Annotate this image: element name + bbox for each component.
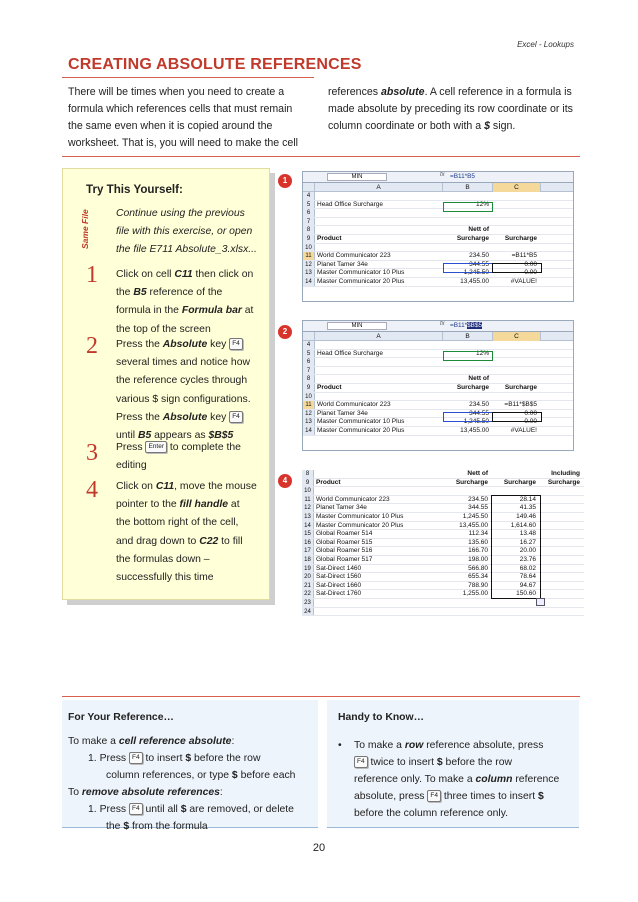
table-row: [303, 201, 573, 210]
row-number: 14: [303, 427, 315, 435]
table-cell: Global Roamer 516: [316, 547, 373, 555]
table-row: [303, 244, 573, 253]
handy-heading: Handy to Know…: [338, 712, 425, 723]
table-cell: World Communicator 223: [317, 252, 391, 260]
step-4-text: Click on C11, move the mouse pointer to the fill handle at the bottom right of the cell, and drag down to C22 to fill the formulas down – successfully this time: [116, 481, 257, 584]
column-header: C: [493, 332, 541, 341]
table-cell: Nett of: [467, 470, 488, 477]
row-number: 19: [302, 565, 314, 573]
table-cell: [317, 192, 443, 200]
table-cell: [542, 573, 582, 581]
table-cell: 1,614.60: [510, 521, 536, 529]
table-cell: Global Roamer 515: [316, 538, 373, 546]
formula-value: =B11*B5: [450, 173, 475, 180]
b5-highlight: [443, 351, 493, 361]
row-number: 10: [303, 244, 315, 252]
table-cell: Sat-Direct 1460: [316, 564, 362, 572]
table-cell: Surcharge: [456, 383, 489, 391]
select-all-corner: [303, 332, 315, 341]
spreadsheet-screenshot-2: [302, 320, 574, 451]
reference-text: To make a cell reference absolute: 1. Press F4 to insert $ before the row column references, or type $ before each To remove absolute references: 1. Press F4 until all $ are removed, or delete the $ from the formula: [68, 736, 296, 832]
table-cell: Master Communicator 20 Plus: [317, 277, 405, 285]
table-cell: Including: [551, 470, 580, 477]
table-cell: 94.67: [519, 581, 536, 589]
table-cell: [317, 209, 443, 217]
table-row: [302, 565, 584, 574]
table-row: [302, 470, 584, 479]
table-row: [303, 401, 573, 410]
step-2-text: Press the Absolute key F4 several times and notice how the reference cycles through various $ sign configurations. Press the Absolute key F4 until B5 appears as $B$5: [116, 339, 251, 442]
table-cell: 1,245.50: [462, 512, 488, 520]
table-row: [302, 547, 584, 556]
table-cell: 566.80: [468, 564, 488, 572]
step-1-text: Click on cell C11 then click on the B5 reference of the formula in the Formula bar at the top of the screen: [116, 269, 254, 335]
reference-heading: For Your Reference…: [68, 712, 174, 723]
table-cell: #VALUE!: [510, 277, 537, 285]
table-cell: 655.34: [468, 573, 488, 581]
intro-line: column coordinate or both with a $ sign.: [328, 120, 516, 132]
table-cell: 13,455.00: [459, 521, 488, 529]
row-number: 8: [303, 226, 315, 234]
f4-key-icon: F4: [427, 790, 441, 802]
row-number: 13: [303, 418, 315, 426]
table-cell: [542, 522, 582, 530]
table-cell: Planet Tamer 34e: [317, 409, 368, 417]
table-cell: [317, 226, 443, 234]
table-cell: Planet Tamer 34e: [317, 260, 368, 268]
try-yourself-heading: Try This Yourself:: [86, 183, 183, 196]
step-number: 2: [86, 333, 98, 359]
row-number: 8: [303, 375, 315, 383]
table-cell: Surcharge: [504, 234, 537, 242]
row-number: 20: [302, 573, 314, 581]
table-cell: [542, 565, 582, 573]
table-cell: [442, 487, 490, 495]
table-cell: Nett of: [468, 226, 489, 234]
table-cell: [316, 487, 442, 495]
table-cell: [317, 341, 443, 349]
table-cell: [542, 547, 582, 555]
table-cell: [492, 608, 538, 616]
running-header: Excel - Lookups: [517, 40, 574, 49]
table-cell: Surcharge: [455, 478, 488, 486]
table-cell: 344.55: [468, 504, 488, 512]
table-row: [303, 393, 573, 402]
row-number: 12: [303, 261, 315, 269]
column-header: B: [443, 332, 493, 341]
table-cell: Sat-Direct 1760: [316, 590, 362, 598]
table-cell: [316, 599, 442, 607]
sheet-rows: [302, 470, 584, 616]
row-number: 12: [303, 410, 315, 418]
table-cell: Surcharge: [547, 478, 580, 486]
table-cell: 344.55: [469, 260, 489, 268]
table-cell: 1,255.00: [462, 590, 488, 598]
table-row: [303, 375, 573, 384]
table-row: [302, 530, 584, 539]
row-number: 11: [303, 401, 315, 409]
row-number: 17: [302, 547, 314, 555]
fx-icon: fx: [440, 321, 445, 327]
table-cell: 23.76: [519, 555, 536, 563]
table-row: [302, 504, 584, 513]
table-row: [303, 218, 573, 227]
formula-bar: [303, 321, 573, 332]
row-number: 6: [303, 358, 315, 366]
b11-highlight: [443, 409, 493, 422]
row-number: 21: [302, 582, 314, 590]
table-row: [303, 341, 573, 350]
table-cell: [317, 244, 443, 252]
column-headers: [303, 332, 573, 341]
name-box: MIN: [327, 173, 387, 181]
f4-key-icon: F4: [129, 803, 143, 815]
row-number: 9: [303, 384, 315, 392]
table-cell: 135.60: [468, 538, 488, 546]
f4-key-icon: F4: [129, 752, 143, 764]
row-number: 10: [302, 487, 314, 495]
enter-key-icon: Enter: [145, 441, 167, 453]
row-number: 11: [303, 252, 315, 260]
table-cell: [542, 487, 582, 495]
row-number: 14: [303, 278, 315, 286]
table-cell: Head Office Surcharge: [317, 349, 383, 357]
intro-line: formula which references cells that must remain: [68, 103, 293, 115]
intro-line: references absolute. A cell reference in a formula is: [328, 86, 572, 98]
table-cell: Sat-Direct 1560: [316, 573, 362, 581]
row-number: 13: [303, 269, 315, 277]
row-number: 12: [302, 504, 314, 512]
row-number: 5: [303, 350, 315, 358]
table-cell: [493, 218, 539, 226]
table-cell: Nett of: [468, 375, 489, 383]
table-cell: Head Office Surcharge: [317, 200, 383, 208]
c11-c22-selection: [491, 495, 541, 599]
table-cell: 234.50: [469, 401, 489, 409]
table-row: [302, 539, 584, 548]
table-cell: 13.48: [519, 530, 536, 538]
table-cell: Surcharge: [456, 234, 489, 242]
table-cell: [443, 244, 491, 252]
section-divider: [62, 156, 580, 157]
table-cell: Product: [317, 383, 342, 391]
table-cell: [542, 599, 582, 607]
table-cell: [316, 608, 442, 616]
table-cell: 198.00: [468, 555, 488, 563]
table-cell: =B11*B5: [511, 252, 537, 260]
table-cell: Master Communicator 10 Plus: [316, 512, 404, 520]
table-cell: 166.70: [468, 547, 488, 555]
table-cell: 112.34: [468, 530, 488, 538]
table-cell: 150.60: [516, 590, 536, 598]
table-cell: [542, 608, 582, 616]
row-number: 22: [302, 590, 314, 598]
formula-bar: [303, 172, 573, 183]
table-cell: [442, 608, 490, 616]
table-cell: [493, 375, 539, 383]
autofill-options-icon: [536, 598, 545, 606]
table-cell: 20.00: [519, 547, 536, 555]
table-cell: [317, 358, 443, 366]
table-cell: 41.35: [519, 504, 536, 512]
table-cell: =B11*$B$5: [504, 401, 537, 409]
table-cell: 16.27: [519, 538, 536, 546]
table-cell: [442, 599, 490, 607]
table-row: [303, 367, 573, 376]
c11-selection: [492, 409, 542, 422]
table-cell: [317, 393, 443, 401]
spreadsheet-screenshot-4: [302, 470, 584, 630]
table-cell: 12%: [475, 349, 489, 357]
step-number: 3: [86, 440, 98, 466]
table-cell: [317, 375, 443, 383]
table-cell: [492, 487, 538, 495]
table-cell: [542, 582, 582, 590]
row-number: 16: [302, 539, 314, 547]
step-number: 1: [86, 262, 98, 288]
table-row: [302, 522, 584, 531]
table-cell: [492, 599, 538, 607]
page-number: 20: [312, 842, 326, 854]
c11-selection: [492, 260, 542, 273]
column-header: A: [315, 183, 443, 192]
table-cell: [443, 393, 491, 401]
column-header: A: [315, 332, 443, 341]
row-number: 7: [303, 367, 315, 375]
table-cell: [492, 470, 538, 478]
row-number: 8: [302, 470, 314, 478]
table-cell: 234.50: [469, 252, 489, 260]
row-number: 18: [302, 556, 314, 564]
table-cell: Global Roamer 517: [316, 555, 373, 563]
callout-badge-2: 2: [278, 325, 292, 339]
intro-line: made absolute by preceding its row coordinate or its: [328, 103, 573, 115]
bullet-icon: •: [338, 740, 342, 751]
select-all-corner: [303, 183, 315, 192]
table-row: [303, 350, 573, 359]
callout-badge-1: 1: [278, 174, 292, 188]
table-cell: [542, 590, 582, 598]
table-cell: #VALUE!: [510, 426, 537, 434]
table-row: [303, 278, 573, 287]
table-cell: Product: [316, 478, 341, 486]
step-number: 4: [86, 477, 98, 503]
table-cell: 0.00: [524, 409, 537, 417]
row-number: 23: [302, 599, 314, 607]
table-cell: [493, 358, 539, 366]
column-header: C: [493, 183, 541, 192]
table-cell: Master Communicator 20 Plus: [317, 426, 405, 434]
table-cell: 0.00: [524, 260, 537, 268]
table-cell: [493, 341, 539, 349]
intro-line: the same even when it is copied around the: [68, 120, 273, 132]
table-cell: Surcharge: [504, 383, 537, 391]
table-cell: [317, 367, 443, 375]
row-number: 24: [302, 608, 314, 616]
table-row: [303, 235, 573, 244]
row-number: 11: [302, 496, 314, 504]
table-cell: [493, 192, 539, 200]
table-cell: [493, 244, 539, 252]
row-number: 4: [303, 341, 315, 349]
row-number: 9: [303, 235, 315, 243]
table-cell: 13,455.00: [460, 277, 489, 285]
table-cell: 344.55: [469, 409, 489, 417]
table-cell: 28.14: [519, 495, 536, 503]
table-cell: Master Communicator 10 Plus: [317, 269, 405, 277]
table-cell: World Communicator 223: [317, 401, 391, 409]
table-cell: 234.50: [468, 495, 488, 503]
row-number: 14: [302, 522, 314, 530]
table-cell: 1,245.50: [463, 269, 489, 277]
table-cell: [316, 470, 442, 478]
table-row: [302, 513, 584, 522]
row-number: 7: [303, 218, 315, 226]
f4-key-icon: F4: [354, 756, 368, 768]
intro-line: There will be times when you need to create a: [68, 86, 285, 98]
row-number: 15: [302, 530, 314, 538]
table-row: [302, 487, 584, 496]
table-cell: Product: [317, 234, 342, 242]
page-title: CREATING ABSOLUTE REFERENCES: [68, 56, 362, 73]
table-cell: [317, 218, 443, 226]
name-box: MIN: [327, 322, 387, 330]
table-cell: 149.46: [516, 512, 536, 520]
table-cell: [493, 350, 539, 358]
table-cell: Sat-Direct 1660: [316, 581, 362, 589]
row-number: 4: [303, 192, 315, 200]
b11-highlight: [443, 260, 493, 273]
title-rule: [62, 77, 314, 78]
table-cell: 788.90: [468, 581, 488, 589]
table-row: [302, 608, 584, 617]
table-cell: [542, 539, 582, 547]
row-number: 6: [303, 209, 315, 217]
table-row: [302, 479, 584, 488]
table-cell: 13,455.00: [460, 426, 489, 434]
table-row: [303, 384, 573, 393]
intro-left: [68, 84, 318, 152]
table-cell: 12%: [475, 200, 489, 208]
table-cell: [542, 513, 582, 521]
callout-badge-4: 4: [278, 474, 292, 488]
row-number: 9: [302, 479, 314, 487]
spreadsheet-screenshot-1: [302, 171, 574, 302]
f4-key-icon: F4: [229, 411, 243, 423]
formula-value: =B11*$B$5: [450, 322, 483, 329]
table-cell: [493, 393, 539, 401]
table-cell: 78.64: [519, 573, 536, 581]
table-cell: [542, 496, 582, 504]
table-cell: 68.02: [519, 564, 536, 572]
intro-right: [328, 84, 588, 135]
table-row: [302, 556, 584, 565]
footer-divider: [62, 696, 580, 697]
row-number: 10: [303, 393, 315, 401]
table-cell: 0.00: [524, 418, 537, 426]
same-file-label: Same File: [80, 209, 90, 249]
f4-key-icon: F4: [229, 338, 243, 350]
table-cell: [443, 367, 491, 375]
table-cell: [443, 192, 491, 200]
step-3-text: Press Enter to complete the editing: [116, 442, 241, 472]
exercise-intro: Continue using the previous file with this exercise, or open the file E711 Absolute_3.xlsx...: [116, 208, 257, 256]
table-row: [303, 209, 573, 218]
table-cell: [542, 504, 582, 512]
intro-line: worksheet. That is, you will need to make the cell: [68, 137, 299, 149]
table-cell: [542, 556, 582, 564]
table-cell: [443, 341, 491, 349]
table-cell: Planet Tamer 34e: [316, 504, 367, 512]
table-cell: 1,245.50: [463, 418, 489, 426]
table-cell: [443, 218, 491, 226]
table-row: [303, 226, 573, 235]
table-cell: [493, 367, 539, 375]
table-cell: World Communicator 223: [316, 495, 390, 503]
table-cell: [493, 201, 539, 209]
table-row: [303, 358, 573, 367]
table-row: [302, 573, 584, 582]
table-cell: Global Roamer 514: [316, 530, 373, 538]
row-number: 5: [303, 201, 315, 209]
b5-highlight: [443, 202, 493, 212]
table-row: [303, 427, 573, 436]
table-cell: [493, 226, 539, 234]
table-row: [303, 252, 573, 261]
fx-icon: fx: [440, 172, 445, 178]
row-number: 13: [302, 513, 314, 521]
table-row: [302, 582, 584, 591]
table-cell: Surcharge: [503, 478, 536, 486]
table-row: [302, 496, 584, 505]
table-cell: [493, 209, 539, 217]
table-cell: Master Communicator 20 Plus: [316, 521, 404, 529]
table-row: [303, 192, 573, 201]
table-cell: [542, 530, 582, 538]
table-cell: Master Communicator 10 Plus: [317, 418, 405, 426]
column-header: B: [443, 183, 493, 192]
handy-text: • To make a row reference absolute, press F4 twice to insert $ before the row reference only. To make a column reference absolute, press F4 three times to insert $ before the column reference only.: [338, 737, 578, 822]
column-headers: [303, 183, 573, 192]
table-cell: 0.00: [524, 269, 537, 277]
